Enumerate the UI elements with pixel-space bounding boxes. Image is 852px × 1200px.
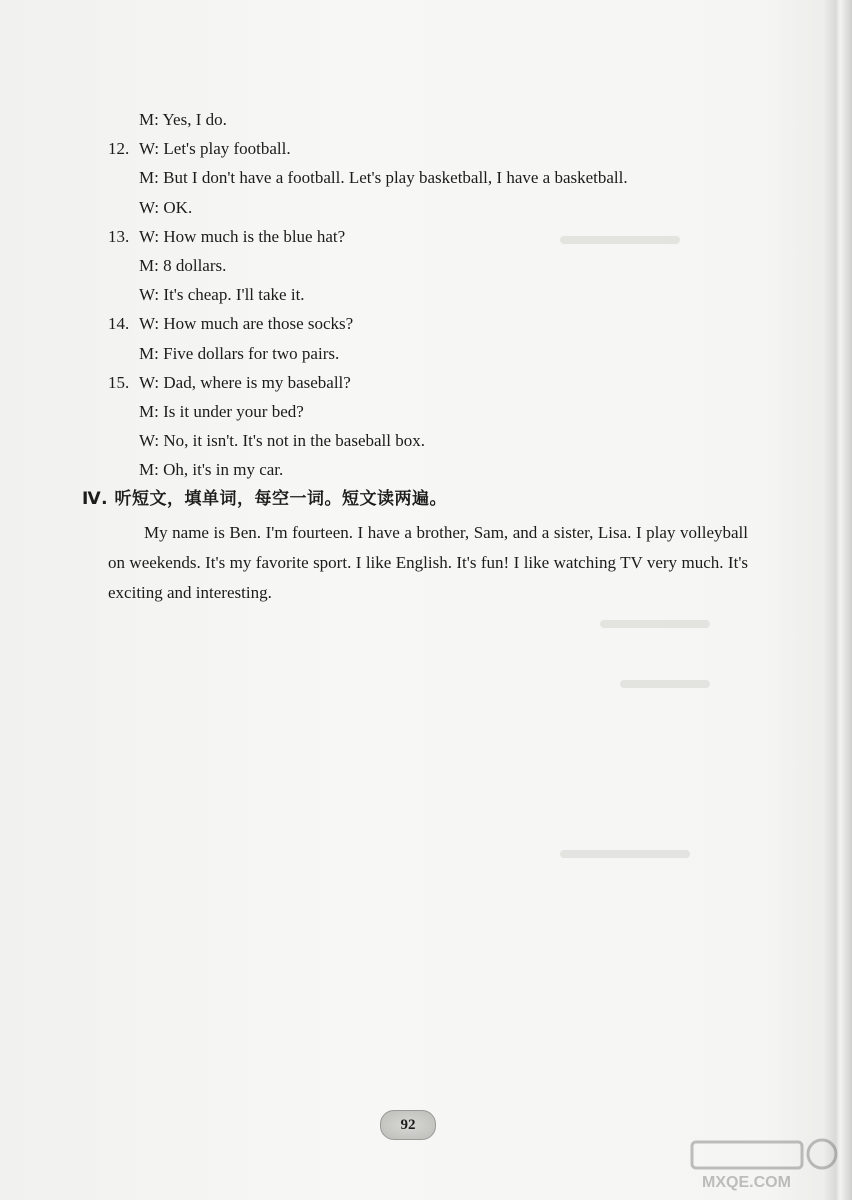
speaker-label: M [139,402,155,421]
dialogue-text: Five dollars for two pairs. [163,344,340,363]
dialogue-text: Oh, it's in my car. [163,460,284,479]
speaker-colon: : [154,139,164,158]
speaker-colon: : [154,168,164,187]
dialogue-line [139,227,345,247]
speaker-label: W [139,139,155,158]
speaker-colon: : [154,110,163,129]
dialogue-line [139,460,283,480]
bleed-through-mark [560,236,680,244]
dialogue-line [139,314,353,334]
speaker-colon: : [154,344,164,363]
dialogue-text: OK. [163,198,193,217]
speaker-label: W [139,198,155,217]
speaker-label: M [139,256,155,275]
dialogue-line [139,256,226,276]
speaker-label: M [139,344,155,363]
site-watermark [682,1132,842,1192]
speaker-colon: : [154,431,164,450]
dialogue-text: How much is the blue hat? [163,227,346,246]
dialogue-line [139,110,227,130]
dialogue-line [139,198,192,218]
speaker-label: W [139,431,155,450]
dialogue-text: But I don't have a football. Let's play basketball, I have a basketball. [163,168,628,187]
dialogue-text: Is it under your bed? [163,402,304,421]
dialogue-text: It's cheap. I'll take it. [163,285,305,304]
speaker-label: M [139,110,155,129]
dialogue-text: Dad, where is my baseball? [163,373,351,392]
dialogue-line [139,402,304,422]
speaker-colon: : [154,256,164,275]
speaker-colon: : [154,460,164,479]
speaker-label: W [139,373,155,392]
speaker-label: M [139,460,155,479]
item-number: 13. [108,227,130,246]
dialogue-text: Let's play football. [163,139,291,158]
page-edge-shadow [822,0,852,1200]
bleed-through-mark [600,620,710,628]
speaker-colon: : [154,227,164,246]
dialogue-text: How much are those socks? [163,314,354,333]
speaker-label: M [139,168,155,187]
item-number: 15. [108,373,130,392]
dialogue-text: 8 dollars. [163,256,227,275]
speaker-label: W [139,285,155,304]
dialogue-line [139,139,291,159]
speaker-label: W [139,227,155,246]
speaker-colon: : [154,314,164,333]
speaker-colon: : [154,285,164,304]
speaker-colon: : [154,373,164,392]
item-number: 14. [108,314,130,333]
speaker-colon: : [154,198,164,217]
dialogue-line [139,431,425,451]
speaker-colon: : [154,402,164,421]
dialogue-line [139,285,305,305]
dialogue-line [139,373,351,393]
page-number: 92 [380,1110,436,1140]
item-number: 12. [108,139,130,158]
dialogue-text: No, it isn't. It's not in the baseball box. [163,431,425,450]
dialogue-line [139,344,339,364]
speaker-label: W [139,314,155,333]
bleed-through-mark [620,680,710,688]
listening-passage: My name is Ben. I'm fourteen. I have a brother, Sam, and a sister, Lisa. I play volleyball on weekends. It's my favorite sport. I like English. It's fun! I like watching TV very much. It's exciting and interesting. [108,523,748,602]
dialogue-text: Yes, I do. [162,110,227,129]
dialogue-line [139,168,628,188]
watermark-text: MXQE.COM [702,1174,791,1191]
bleed-through-mark [560,850,690,858]
section-heading: Ⅳ. 听短文，填单词，每空一词。短文读两遍。 [82,489,448,509]
